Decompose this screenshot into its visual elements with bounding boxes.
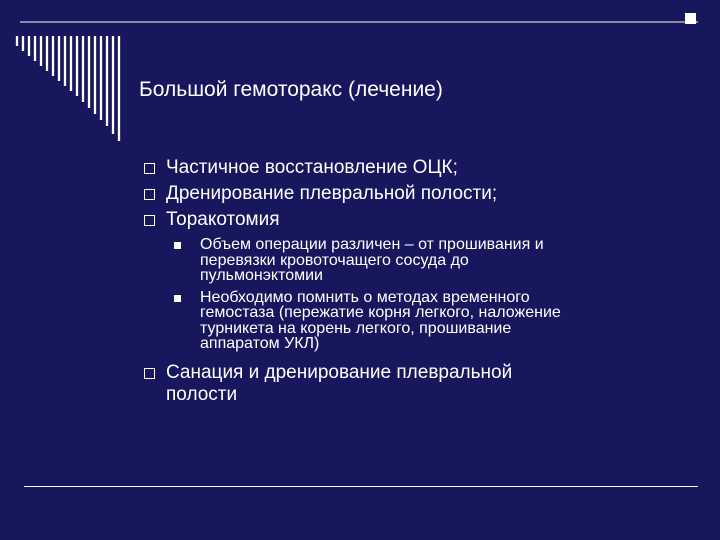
sub-bullet-line: гемостаза (пережатие корня легкого, наложение bbox=[200, 304, 561, 321]
sub-bullet-line: Необходимо помнить о методах временного bbox=[200, 288, 530, 306]
bullet-item bbox=[144, 183, 664, 205]
bullet-line: Санация и дренирование плевральной bbox=[166, 361, 513, 383]
sub-bullet-item bbox=[174, 290, 664, 352]
slide-title: Большой гемоторакс (лечение) bbox=[139, 78, 443, 101]
hollow-square-bullet-icon bbox=[144, 368, 155, 379]
filled-square-bullet-icon bbox=[174, 242, 181, 249]
sub-bullet-line: Объем операции различен – от прошивания и bbox=[200, 236, 544, 253]
filled-square-bullet-icon bbox=[174, 295, 181, 302]
bullet-item bbox=[144, 209, 664, 231]
hollow-square-bullet-icon bbox=[144, 215, 155, 226]
sub-bullet-line: перевязки кровоточащего сосуда до bbox=[200, 251, 469, 269]
bullet-item bbox=[144, 362, 664, 406]
footer-divider bbox=[24, 486, 698, 487]
bullet-text: Дренирование плевральной полости; bbox=[166, 183, 498, 204]
bullet-line: полости bbox=[166, 383, 238, 405]
sub-bullet-line: турникета на корень легкого, прошивание bbox=[200, 319, 512, 337]
bullet-item bbox=[144, 157, 664, 179]
sub-bullet-line: аппаратом УКЛ) bbox=[200, 335, 320, 352]
hollow-square-bullet-icon bbox=[144, 189, 155, 200]
bullet-text: Торакотомия bbox=[166, 209, 280, 230]
bullet-text: Частичное восстановление ОЦК; bbox=[166, 157, 458, 178]
bullet-list bbox=[144, 157, 664, 406]
sub-bullet-line: пульмонэктомии bbox=[200, 267, 323, 284]
hollow-square-bullet-icon bbox=[144, 163, 155, 174]
sub-bullet-item bbox=[174, 237, 664, 284]
